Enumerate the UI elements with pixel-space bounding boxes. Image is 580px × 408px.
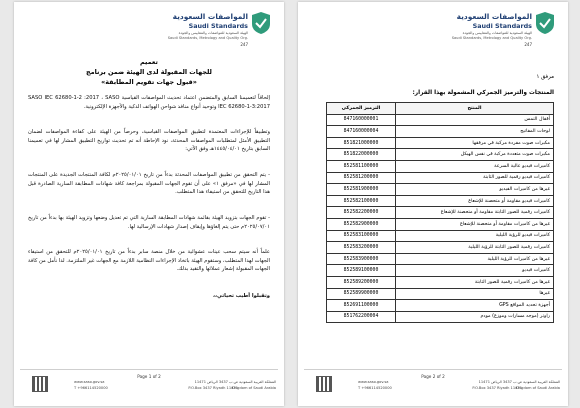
qr-code-icon bbox=[316, 376, 332, 392]
table-row bbox=[327, 149, 554, 161]
table-header-row bbox=[327, 103, 554, 115]
footer-address-ar: ص.ب 3437 الرياض 11471 bbox=[478, 380, 522, 384]
product-cell: كاميرات فيديو رقمية للصور الثابتة bbox=[396, 172, 554, 184]
saso-logo-icon bbox=[250, 11, 272, 35]
saso-logo bbox=[436, 11, 556, 51]
brand-sub-ar: الهيئة السعودية للمواصفات والمقاييس والجودة bbox=[178, 31, 248, 35]
product-cell: راوتر (موجه مسارات وموزع) مودم bbox=[396, 311, 554, 323]
table-row bbox=[327, 184, 554, 196]
hs-code-cell: 852582100000 bbox=[327, 195, 396, 207]
hs-code-cell: 852589100000 bbox=[327, 265, 396, 277]
footer-country-ar: المملكة العربية السعودية bbox=[523, 380, 560, 384]
hs-code-cell: 852589900000 bbox=[327, 288, 396, 300]
brand-code: 247 bbox=[240, 42, 248, 47]
qr-code-icon bbox=[32, 376, 48, 392]
product-cell: غيرها من كاميرات مقاومة أو متحصنة للإشعاع bbox=[396, 218, 554, 230]
saso-logo bbox=[152, 11, 272, 51]
hs-code-cell: 851822000000 bbox=[327, 149, 396, 161]
product-cell: كاميرات فيديو bbox=[396, 265, 554, 277]
closing-text: وتقبلوا أطيب تحياتي،، bbox=[213, 293, 270, 299]
annex-label: مرفق ١ bbox=[536, 74, 554, 80]
table-row bbox=[327, 265, 554, 277]
paragraph-5: علماً أنه سيتم سحب عينات عشوائية من خلال منصة سابر بدءاً من تاريخ ٢٠٢٥/٠١/٠١م للتحقق من استيفاء الجهات لهذا المتطلب، وستقوم الهيئة باتخاذ الإجراءات النظامية اللازمة مع الجهات غير الملتزمة. لذا نأمل من كافة الجهات المقبولة إشعار عملائها والتقيد بذلك. bbox=[28, 249, 270, 273]
footer-address-en: P.O.Box 3437 Riyadh 11471 bbox=[188, 386, 238, 390]
table-row bbox=[327, 230, 554, 242]
hs-code-cell: 852583100000 bbox=[327, 230, 396, 242]
footer-country-en: Kingdom of Saudi Arabia bbox=[231, 386, 276, 390]
table-row bbox=[327, 172, 554, 184]
footer-country-ar: المملكة العربية السعودية bbox=[239, 380, 276, 384]
product-cell: غيرها من كاميرات الفيديو bbox=[396, 184, 554, 196]
hs-code-cell: 852691100000 bbox=[327, 300, 396, 312]
product-cell: أجهزة تحديد المواقع GPS bbox=[396, 300, 554, 312]
hs-code-cell: 851821000000 bbox=[327, 137, 396, 149]
table-row bbox=[327, 276, 554, 288]
hs-code-cell: 852589200000 bbox=[327, 276, 396, 288]
doc-subtitle-2: «قبول جهات تقويم المطابقة» bbox=[101, 78, 197, 86]
product-cell: كاميرات فيديو عالية السرعة bbox=[396, 160, 554, 172]
header-product: المنتج bbox=[396, 103, 554, 115]
hs-code-cell: 852583200000 bbox=[327, 242, 396, 254]
table-row bbox=[327, 137, 554, 149]
product-cell: كاميرات فيديو مقاومة أو متحصنة للإشعاع bbox=[396, 195, 554, 207]
brand-code: 247 bbox=[524, 42, 532, 47]
table-title: المنتجات والترميز الجمركي المشمولة بهذا القرار: bbox=[412, 90, 554, 96]
brand-sub-ar: الهيئة السعودية للمواصفات والمقاييس والجودة bbox=[462, 31, 532, 35]
doc-title: تعميم bbox=[140, 58, 158, 66]
paragraph-2: وتطبيقاً للإجراءات المعتمدة لتطبيق المواصفات القياسية، وحرصاً من الهيئة على كفاءة المواصفات لضمان التطبيق الأمثل لمتطلبات المواصفات المحدثة، نود الإحاطة أنه تم تحديث تواريخ التطبيق المشار لها في تعميمنا السابق بتاريخ ١٤٤٥/٠٤/٠١هـ وفق الآتي: bbox=[28, 129, 270, 153]
table-row bbox=[327, 126, 554, 138]
products-table bbox=[326, 102, 554, 323]
table-row bbox=[327, 218, 554, 230]
table-row bbox=[327, 300, 554, 312]
table-row bbox=[327, 114, 554, 126]
table-body bbox=[327, 114, 554, 323]
hs-code-cell: 851762200004 bbox=[327, 311, 396, 323]
product-cell: كاميرات فيديو للرؤية الليلية bbox=[396, 230, 554, 242]
footer-website: www.saso.gov.sa bbox=[74, 380, 105, 384]
hs-code-cell: 852581900000 bbox=[327, 184, 396, 196]
footer-phone: T +966114520000 bbox=[74, 386, 108, 390]
paragraph-3: - يتم التحقق من تطبيق المواصفات المحدثة بدءاً من تاريخ ٢٠٢٥/٠١/٠١م لكافة المنتجات الجديدة على المنتجات المشار لها في «مرفق ١» على أن تقوم الجهات المقبولة بمراجعة كافة شهادات المطابقة السارية الصادرة قبل هذا التاريخ للتحقق من استيفاء هذا المتطلب. bbox=[28, 172, 270, 196]
brand-name-ar: المواصفات السعودية bbox=[456, 12, 532, 21]
header-code: الترميز الجمركي bbox=[327, 103, 396, 115]
footer-address-en: P.O.Box 3437 Riyadh 11471 bbox=[472, 386, 522, 390]
product-cell: كاميرات رقمية للصور الثابتة مقاومة أو متحصنة للإشعاع bbox=[396, 207, 554, 219]
brand-sub-en: Saudi Standards, Metrology and Quality Org. bbox=[451, 36, 532, 40]
page-number: Page 1 of 2 bbox=[137, 374, 161, 379]
table-row bbox=[327, 288, 554, 300]
product-cell: كاميرات رقمية للصور الثابتة للرؤية الليلية bbox=[396, 242, 554, 254]
product-cell: مكبرات صوت مفردة مركبة في مرفقها bbox=[396, 137, 554, 149]
hs-code-cell: 847160000004 bbox=[327, 126, 396, 138]
hs-code-cell: 852583900000 bbox=[327, 253, 396, 265]
product-cell: مكبرات صوت متعددة مركبة في نفس الهيكل bbox=[396, 149, 554, 161]
footer-address-ar: ص.ب 3437 الرياض 11471 bbox=[194, 380, 238, 384]
table-row bbox=[327, 253, 554, 265]
table-row bbox=[327, 242, 554, 254]
saso-logo-icon bbox=[534, 11, 556, 35]
product-cell: أقفال التمس bbox=[396, 114, 554, 126]
footer-country-en: Kingdom of Saudi Arabia bbox=[515, 386, 560, 390]
page-number: Page 2 of 2 bbox=[421, 374, 445, 379]
product-cell: لوحات المفاتيح bbox=[396, 126, 554, 138]
footer-phone: T +966114520000 bbox=[358, 386, 392, 390]
brand-sub-en: Saudi Standards, Metrology and Quality Org. bbox=[167, 36, 248, 40]
table-row bbox=[327, 195, 554, 207]
page-footer bbox=[304, 369, 562, 400]
page-right bbox=[298, 2, 568, 406]
page-footer bbox=[20, 369, 278, 400]
product-cell: غيرها bbox=[396, 288, 554, 300]
table-row bbox=[327, 160, 554, 172]
hs-code-cell: 847160000001 bbox=[327, 114, 396, 126]
hs-code-cell: 852581200000 bbox=[327, 172, 396, 184]
hs-code-cell: 852582900000 bbox=[327, 218, 396, 230]
paragraph-1: إلحاقاً لتعميمنا السابق والمتضمن اعتماد تحديث المواصفات القياسية SASO IEC 62680-1-2 :2017 ، SASO IEC 62680-1-3:2017 وتوحيد أنواع منافذ شواحن الهواتف الذكية والأجهزة الإلكترونية. bbox=[28, 95, 270, 110]
product-cell: غيرها من كاميرات للرؤية الليلية bbox=[396, 253, 554, 265]
hs-code-cell: 852582200000 bbox=[327, 207, 396, 219]
page-left bbox=[14, 2, 284, 406]
doc-subtitle: للجهات المقبولة لدى الهيئة ضمن برنامج bbox=[86, 68, 212, 76]
brand-name-en: Saudi Standards bbox=[472, 22, 532, 30]
brand-name-en: Saudi Standards bbox=[188, 22, 248, 30]
hs-code-cell: 852581100000 bbox=[327, 160, 396, 172]
paragraph-4: - تقوم الجهات بتزويد الهيئة بقائمة شهادات المطابقة السارية التي تم تعديل وضعها وتزويد الهيئة بها بدءاً من تاريخ ٢٠٢٥/٠٧/٠١م حتى يتم إلغاؤها وإيقاف إصدار شهادات الإرسالية لها. bbox=[28, 215, 270, 230]
table-row bbox=[327, 207, 554, 219]
product-cell: غيرها من كاميرات رقمية للصور الثابتة bbox=[396, 276, 554, 288]
table-row bbox=[327, 311, 554, 323]
brand-name-ar: المواصفات السعودية bbox=[172, 12, 248, 21]
footer-website: www.saso.gov.sa bbox=[358, 380, 389, 384]
